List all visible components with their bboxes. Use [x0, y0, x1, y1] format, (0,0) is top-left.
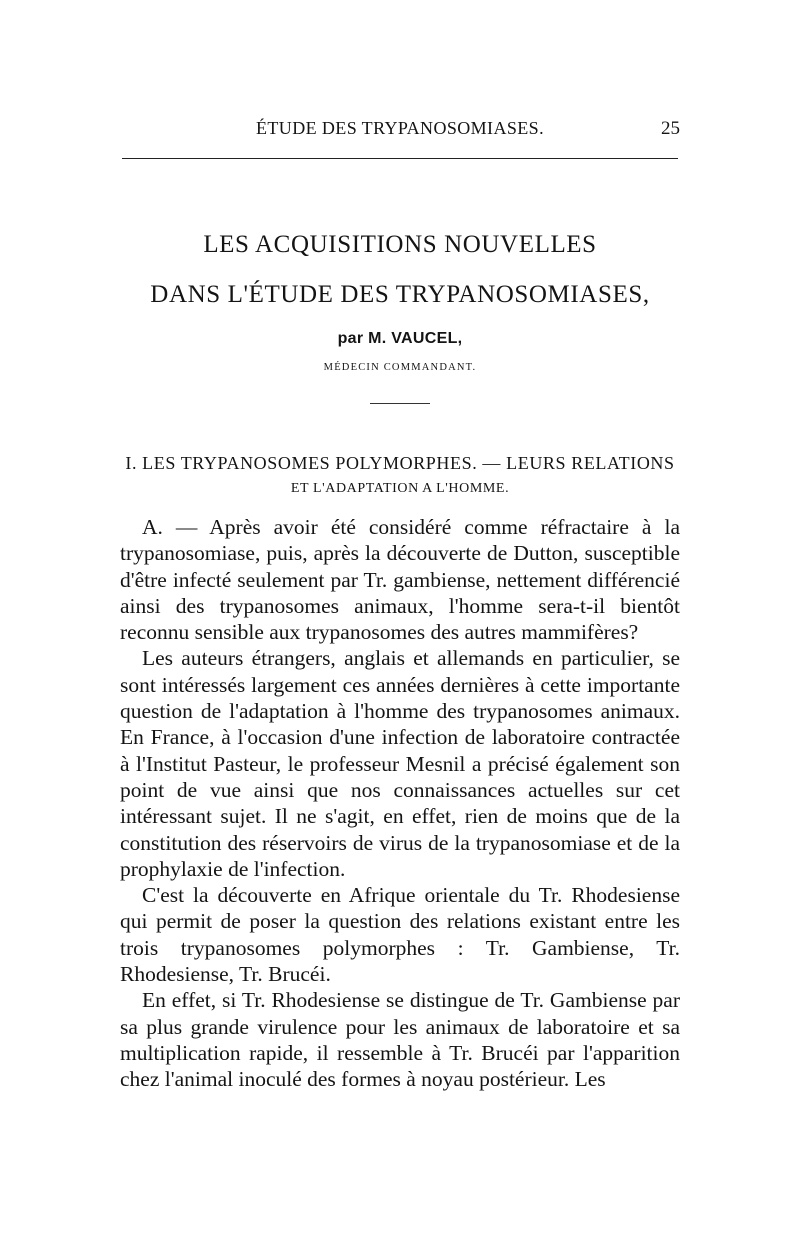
paragraph: C'est la découverte en Afrique orientale du Tr. Rhodesiense qui permit de poser la question des relations existant entre les trois trypanosomes polymorphes : Tr. Gambiense, Tr. Rhodesiense, Tr. Brucéi. — [120, 883, 680, 987]
running-header — [120, 116, 680, 146]
section-heading-line-2: ET L'ADAPTATION A L'HOMME. — [290, 481, 510, 496]
section-heading-line-1: I. LES TRYPANOSOMES POLYMORPHES. — LEURS RELATIONS — [125, 453, 675, 473]
author-byline: par M. VAUCEL, — [337, 330, 463, 347]
page-number: 25 — [661, 118, 680, 139]
separator-rule — [370, 403, 430, 404]
author-affiliation: MÉDECIN COMMANDANT. — [323, 362, 477, 373]
article-title-line-2: DANS L'ÉTUDE DES TRYPANOSOMIASES, — [150, 281, 650, 308]
running-title: ÉTUDE DES TRYPANOSOMIASES. — [256, 118, 544, 138]
paragraph: A. — Après avoir été considéré comme réfractaire à la trypanosomiase, puis, après la découverte de Dutton, susceptible d'être infecté seulement par Tr. gambiense, nettement différencié ainsi des trypanosomes animaux, l'homme sera-t-il bientôt reconnu sensible aux trypanosomes des autres mammifères? — [120, 515, 680, 645]
body-text — [120, 514, 680, 1093]
article-title-line-1: LES ACQUISITIONS NOUVELLES — [203, 231, 597, 258]
paragraph: Les auteurs étrangers, anglais et allemands en particulier, se sont intéressés largement ces années dernières à cette importante question de l'adaptation à l'homme des trypanosomes animaux. En France, à l'occasion d'une infection de laboratoire contractée à l'Institut Pasteur, le professeur Mesnil a précisé également son point de vue ainsi que nos connaissances actuelles sur cet intéressant sujet. Il ne s'agit, en effet, rien de moins que de la constitution des réservoirs de virus de la trypanosomiase et de la prophylaxie de l'infection. — [120, 646, 680, 881]
paragraph: En effet, si Tr. Rhodesiense se distingue de Tr. Gambiense par sa plus grande virulence pour les animaux de laboratoire et sa multiplication rapide, il ressemble à Tr. Brucéi par l'apparition chez l'animal inoculé des formes à noyau postérieur. Les — [120, 988, 680, 1092]
header-rule — [122, 158, 678, 159]
